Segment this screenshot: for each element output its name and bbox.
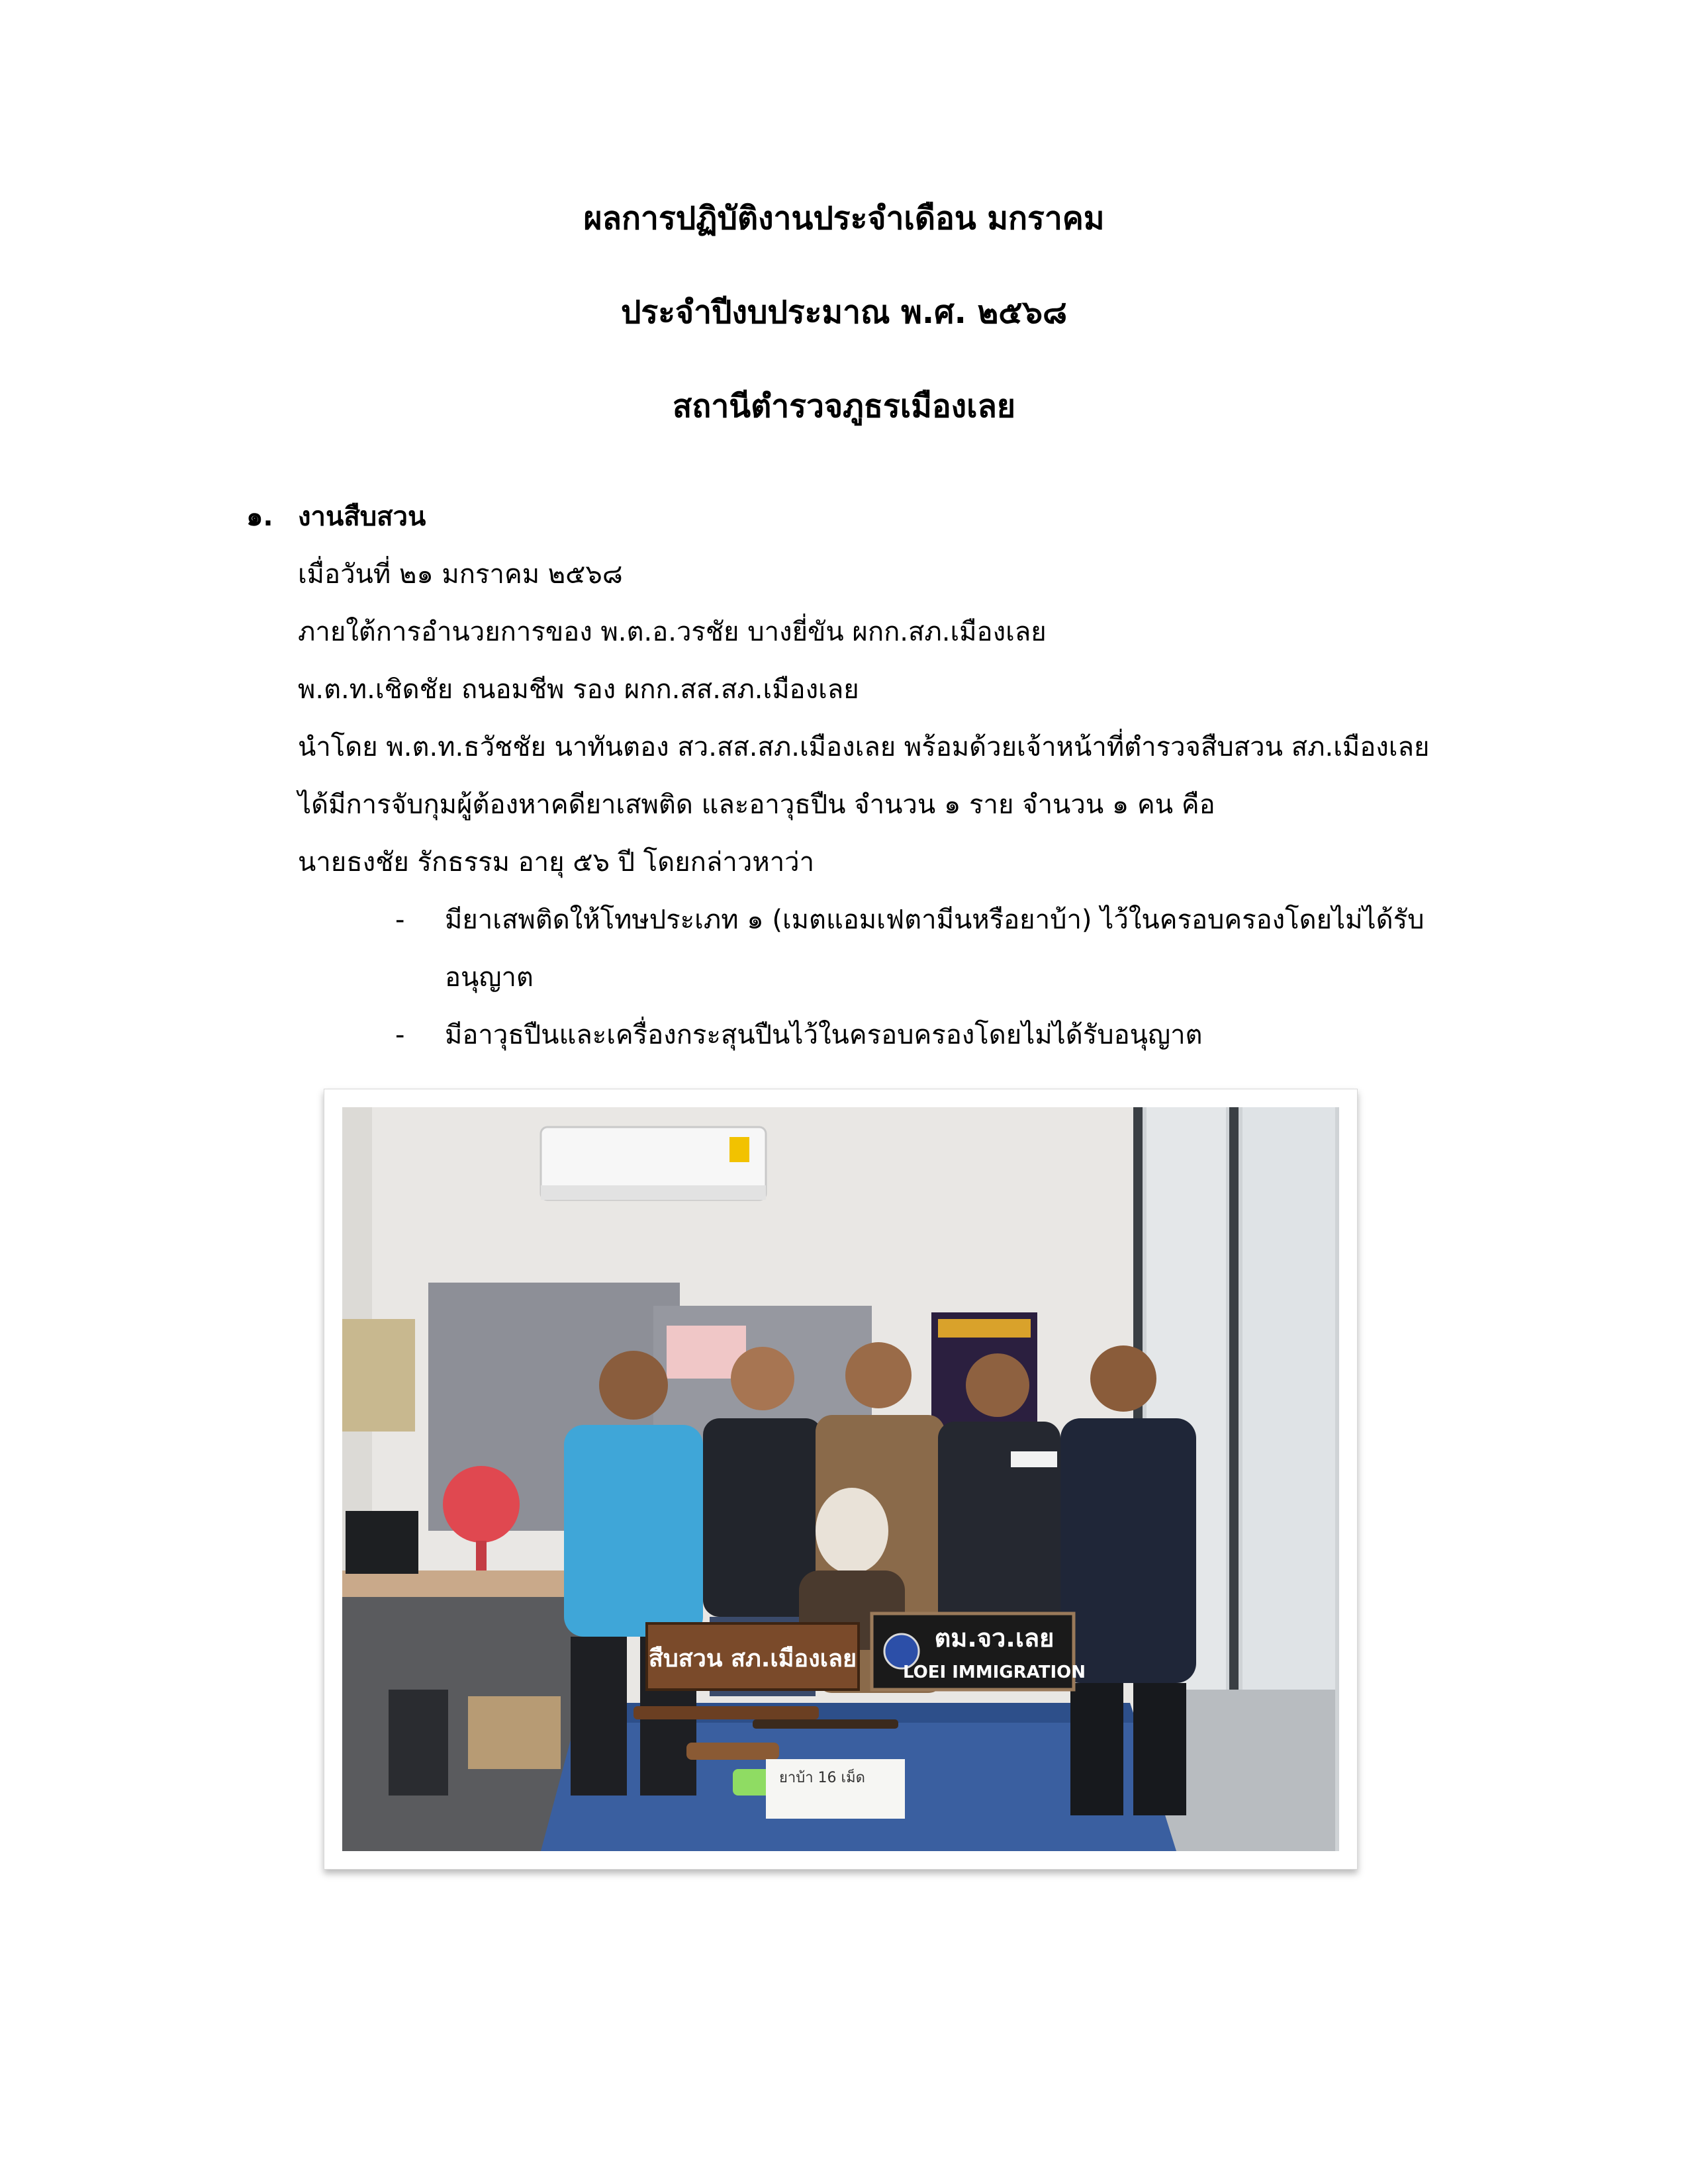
document-title-block: [0, 199, 1688, 480]
arrest-photo-frame: [324, 1089, 1358, 1870]
body-line-suspect: นายธงชัย รักธรรม อายุ ๕๖ ปี โดยกล่าวหาว่า: [298, 847, 815, 878]
bullet-dash: -: [395, 1020, 405, 1050]
arrest-photo-illustration: [342, 1107, 1339, 1851]
section-body: [246, 546, 1504, 891]
section-number: ๑.: [246, 502, 273, 532]
computer-monitor: [346, 1511, 418, 1574]
poster-header: [938, 1319, 1031, 1338]
computer-tower: [389, 1690, 448, 1796]
charge-bullet-2: [246, 1007, 1504, 1064]
bullet-text: มียาเสพติดให้โทษประเภท ๑ (เมตแอมเฟตามีนหรือยาบ้า) ไว้ในครอบครองโดยไม่ได้รับอนุญาต: [445, 905, 1425, 993]
shotgun: [753, 1719, 898, 1729]
pistol: [686, 1743, 779, 1760]
air-conditioner-vent: [541, 1185, 766, 1200]
evidence-note-text: ยาบ้า 16 เม็ด: [779, 1770, 865, 1786]
section-heading-text: งานสืบสวน: [298, 502, 426, 532]
cardboard-box: [468, 1696, 561, 1769]
body-line-date: เมื่อวันที่ ๒๑ มกราคม ๒๕๖๘: [298, 559, 623, 590]
body-line-lead-officer: นำโดย พ.ต.ท.ธวัชชัย นาทันตอง สว.สส.สภ.เมืองเลย พร้อมด้วยเจ้าหน้าที่ตำรวจสืบสวน สภ.เมืองเลย: [298, 732, 1430, 762]
charge-bullet-1: [246, 891, 1504, 1007]
section-heading: [246, 488, 1504, 546]
body-line-arrest: ได้มีการจับกุมผู้ต้องหาคดียาเสพติด และอาวุธปืน จำนวน ๑ ราย จำนวน ๑ คน คือ: [298, 790, 1215, 820]
bullet-text: มีอาวุธปืนและเครื่องกระสุนปืนไว้ในครอบครองโดยไม่ได้รับอนุญาต: [445, 1020, 1203, 1050]
arrest-photo: [342, 1107, 1339, 1851]
immigration-sign-bottom-text: LOEI IMMIGRATION: [902, 1662, 1086, 1682]
evidence-note: [766, 1759, 905, 1819]
document-title-line-1: ผลการปฏิบัติงานประจำเดือน มกราคม: [583, 200, 1105, 237]
immigration-sign-top-text: ตม.จว.เลย: [934, 1623, 1055, 1653]
document-title-line-2: ประจำปีงบประมาณ พ.ศ. ๒๕๖๘: [620, 294, 1068, 331]
document-title-line-3: สถานีตำรวจภูธรเมืองเลย: [672, 388, 1016, 425]
wall-frame: [342, 1319, 415, 1432]
rifle: [633, 1706, 819, 1719]
energy-label: [729, 1137, 749, 1162]
electric-fan: [443, 1466, 520, 1543]
investigation-section: [246, 488, 1504, 1064]
bullet-dash: -: [395, 905, 405, 935]
body-line-commander: ภายใต้การอำนวยการของ พ.ต.อ.วรชัย บางยี่ขัน ผกก.สภ.เมืองเลย: [298, 617, 1047, 647]
investigation-sign-text: สืบสวน สภ.เมืองเลย: [648, 1645, 857, 1672]
body-line-deputy: พ.ต.ท.เชิดชัย ถนอมชีพ รอง ผกก.สส.สภ.เมืองเลย: [298, 674, 859, 705]
